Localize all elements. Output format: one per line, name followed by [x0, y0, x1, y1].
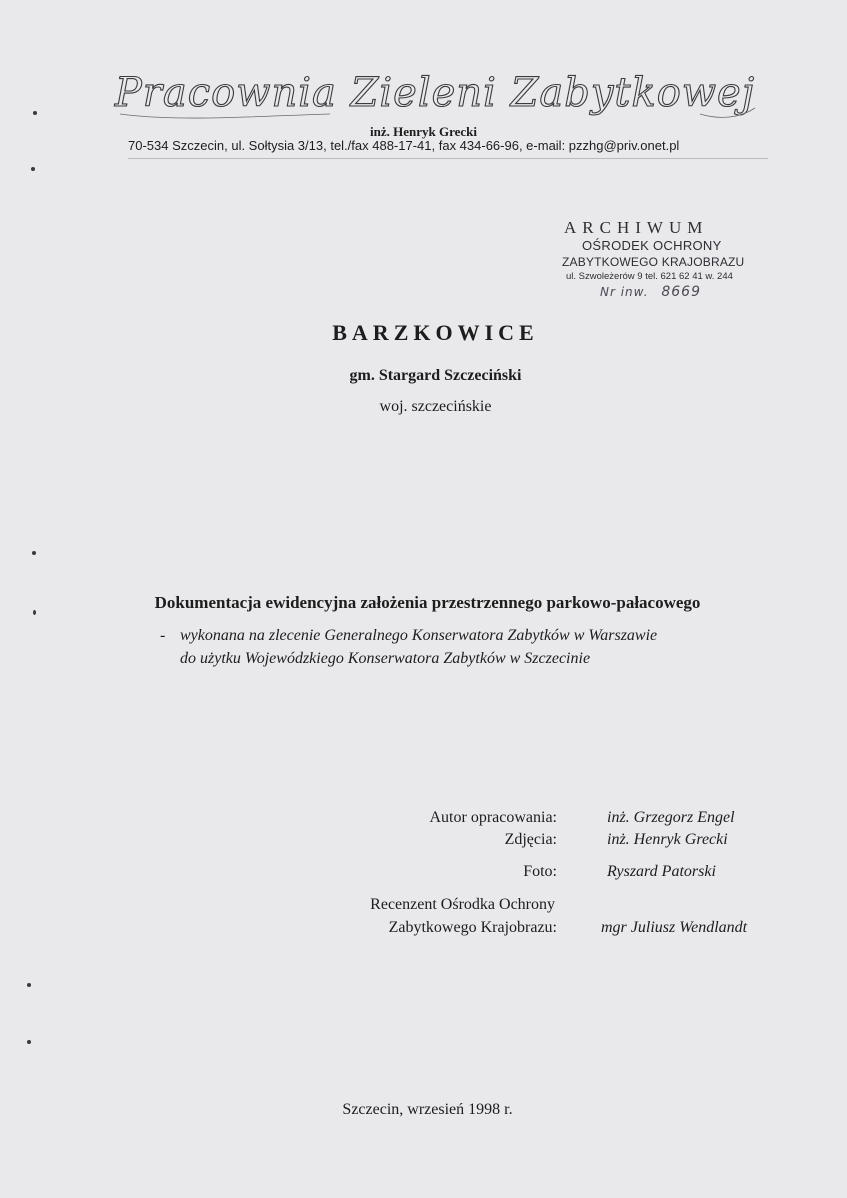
commission-line-1	[160, 627, 657, 645]
stamp-line-1: OŚRODEK OCHRONY	[582, 238, 722, 253]
document-type-heading: Dokumentacja ewidencyjna założenia przestrzennego parkowo-pałacowego	[154, 593, 701, 612]
author-label: Autor opracowania:	[429, 809, 557, 826]
margin-dot	[32, 551, 36, 555]
margin-dot	[27, 983, 31, 987]
contact-line: 70-534 Szczecin, ul. Sołtysia 3/13, tel./fax 488-17-41, fax 434-66-96, e-mail: pzzhg@priv.onet.pl	[128, 138, 680, 153]
stamp-inventory-prefix: Nr inw.	[600, 285, 649, 299]
stamp-title: ARCHIWUM	[564, 218, 709, 237]
voivodeship-line: woj. szczecińskie	[379, 398, 492, 415]
owner-name: inż. Henryk Grecki	[369, 124, 477, 139]
foto-value: Ryszard Patorski	[607, 863, 716, 880]
foto-label: Foto:	[523, 863, 557, 880]
commission-dash: -	[160, 627, 166, 644]
commission-line-2: do użytku Wojewódzkiego Konserwatora Zabytków w Szczecinie	[180, 650, 591, 667]
page-title: BARZKOWICE	[332, 320, 539, 345]
margin-dot	[27, 1040, 31, 1044]
company-logo	[100, 64, 770, 124]
stamp-inventory-number: 8669	[661, 284, 701, 300]
stamp-line-3: ul. Szwoleżerów 9 tel. 621 62 41 w. 244	[566, 271, 733, 282]
stamp-inventory-note	[600, 284, 780, 300]
commune-line: gm. Stargard Szczeciński	[349, 367, 522, 384]
place-date: Szczecin, wrzesień 1998 r.	[342, 1101, 513, 1118]
commission-text-1: wykonana na zlecenie Generalnego Konserwatora Zabytków w Warszawie	[180, 627, 658, 644]
margin-dot	[31, 167, 35, 171]
photos-value: inż. Henryk Grecki	[607, 831, 728, 848]
reviewer-label-1: Recenzent Ośrodka Ochrony	[370, 896, 555, 913]
company-logo-text: Pracownia Zieleni Zabytkowej	[114, 70, 756, 116]
author-value: inż. Grzegorz Engel	[607, 809, 735, 826]
margin-dot	[33, 111, 37, 115]
header-divider	[128, 158, 768, 159]
photos-label: Zdjęcia:	[504, 831, 557, 848]
reviewer-label-2: Zabytkowego Krajobrazu:	[388, 919, 557, 936]
reviewer-value: mgr Juliusz Wendlandt	[601, 919, 748, 936]
archive-stamp	[560, 218, 780, 300]
stamp-line-2: ZABYTKOWEGO KRAJOBRAZU	[562, 255, 745, 269]
